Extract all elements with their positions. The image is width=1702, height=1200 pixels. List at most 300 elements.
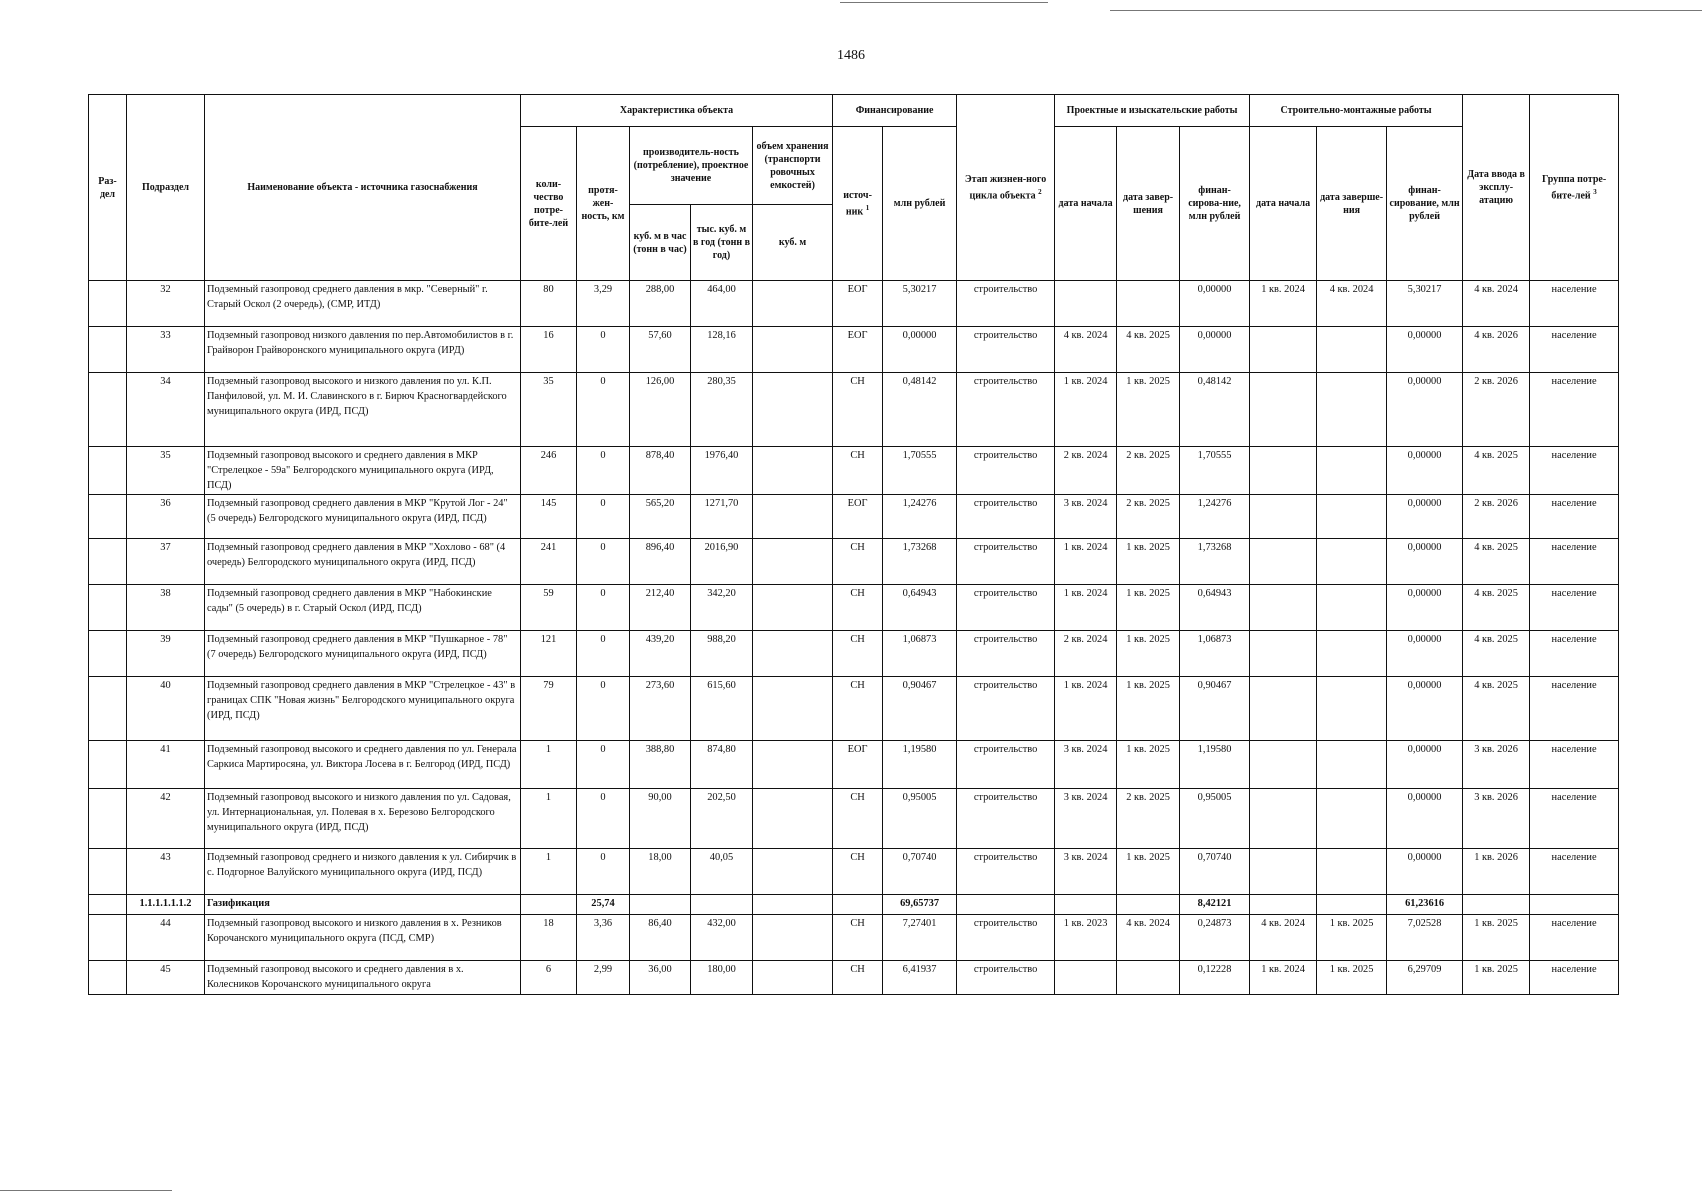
name-cell: Подземный газопровод низкого давления по пер.Автомобилистов в г. Грайворон Грайворонского муниципального округа (ИРД) xyxy=(205,327,521,373)
construction-end-cell: 1 кв. 2025 xyxy=(1317,915,1387,961)
stage-cell: строительство xyxy=(957,741,1055,789)
name-cell: Подземный газопровод высокого и низкого давления по ул. Садовая, ул. Интернациональная, ул. Полевая в х. Березово Белгородского муниципального округа (ИРД, ПСД) xyxy=(205,789,521,849)
design-start-cell xyxy=(1055,281,1117,327)
construction-financing-cell: 0,00000 xyxy=(1387,495,1463,539)
name-cell: Подземный газопровод высокого и среднего давления в МКР "Стрелецкое - 59а" Белгородского муниципального округа (ИРД, ПСД) xyxy=(205,447,521,495)
design-start-cell: 1 кв. 2024 xyxy=(1055,585,1117,631)
construction-financing-cell: 0,00000 xyxy=(1387,585,1463,631)
col-name: Наименование объекта - источника газоснабжения xyxy=(205,95,521,281)
per-year-cell: 874,80 xyxy=(691,741,753,789)
storage-cell xyxy=(753,539,833,585)
construction-financing-cell: 0,00000 xyxy=(1387,447,1463,495)
stage-cell: строительство xyxy=(957,327,1055,373)
top-rule xyxy=(840,2,1048,3)
commission-cell: 2 кв. 2026 xyxy=(1463,373,1530,447)
col-group: Группа потре-бите-лей $^3$ xyxy=(1530,95,1619,281)
per-year-cell: 202,50 xyxy=(691,789,753,849)
per-hour-cell: 439,20 xyxy=(630,631,691,677)
storage-cell xyxy=(753,327,833,373)
source-cell: ЕОГ xyxy=(833,495,883,539)
construction-start-cell: 4 кв. 2024 xyxy=(1250,915,1317,961)
col-characteristics: Характеристика объекта xyxy=(521,95,833,127)
storage-cell xyxy=(753,849,833,895)
storage-cell xyxy=(753,789,833,849)
stage-cell: строительство xyxy=(957,789,1055,849)
construction-start-cell: 1 кв. 2024 xyxy=(1250,961,1317,995)
storage-cell xyxy=(753,677,833,741)
construction-start-cell xyxy=(1250,849,1317,895)
construction-start-cell xyxy=(1250,495,1317,539)
name-cell: Подземный газопровод среднего давления в МКР "Стрелецкое - 43" в границах СПК "Новая жизнь" Белгородского муниципального округа (ИРД, ПСД) xyxy=(205,677,521,741)
razdel-cell xyxy=(89,741,127,789)
financing-cell: 6,41937 xyxy=(883,961,957,995)
subsection-cell: 40 xyxy=(127,677,205,741)
source-cell: СН xyxy=(833,789,883,849)
group-cell: население xyxy=(1530,373,1619,447)
table-row xyxy=(89,631,1619,677)
construction-end-cell xyxy=(1317,539,1387,585)
construction-start-cell xyxy=(1250,677,1317,741)
financing-cell: 69,65737 xyxy=(883,895,957,915)
subsection-cell: 37 xyxy=(127,539,205,585)
design-financing-cell: 0,48142 xyxy=(1180,373,1250,447)
razdel-cell xyxy=(89,327,127,373)
col-podrazdel: Подраздел xyxy=(127,95,205,281)
design-end-cell: 4 кв. 2024 xyxy=(1117,915,1180,961)
table-row xyxy=(89,495,1619,539)
design-start-cell: 1 кв. 2024 xyxy=(1055,539,1117,585)
razdel-cell xyxy=(89,677,127,741)
financing-cell: 5,30217 xyxy=(883,281,957,327)
razdel-cell xyxy=(89,961,127,995)
commission-cell: 2 кв. 2026 xyxy=(1463,495,1530,539)
construction-end-cell xyxy=(1317,373,1387,447)
design-financing-cell: 0,12228 xyxy=(1180,961,1250,995)
group-cell: население xyxy=(1530,849,1619,895)
per-year-cell: 2016,90 xyxy=(691,539,753,585)
financing-cell: 1,24276 xyxy=(883,495,957,539)
design-financing-cell: 0,70740 xyxy=(1180,849,1250,895)
group-cell: население xyxy=(1530,631,1619,677)
length-cell: 3,36 xyxy=(577,915,630,961)
design-financing-cell: 0,00000 xyxy=(1180,327,1250,373)
register-table xyxy=(88,94,1619,995)
source-cell: ЕОГ xyxy=(833,327,883,373)
razdel-cell xyxy=(89,281,127,327)
design-financing-cell: 1,06873 xyxy=(1180,631,1250,677)
construction-start-cell xyxy=(1250,327,1317,373)
per-year-cell: 280,35 xyxy=(691,373,753,447)
financing-cell: 0,48142 xyxy=(883,373,957,447)
per-year-cell: 988,20 xyxy=(691,631,753,677)
subsection-cell: 41 xyxy=(127,741,205,789)
length-cell: 25,74 xyxy=(577,895,630,915)
construction-financing-cell: 61,23616 xyxy=(1387,895,1463,915)
length-cell: 0 xyxy=(577,677,630,741)
col-per-year: тыс. куб. м в год (тонн в год) xyxy=(691,205,753,281)
col-length: протя-жен-ность, км xyxy=(577,127,630,281)
col-source: источ-ник $^1$ xyxy=(833,127,883,281)
stage-cell: строительство xyxy=(957,677,1055,741)
construction-financing-cell: 0,00000 xyxy=(1387,373,1463,447)
col-financing: Финансирование xyxy=(833,95,957,127)
source-cell: СН xyxy=(833,915,883,961)
stage-cell: строительство xyxy=(957,961,1055,995)
per-hour-cell: 57,60 xyxy=(630,327,691,373)
group-cell: население xyxy=(1530,495,1619,539)
subsection-cell: 32 xyxy=(127,281,205,327)
construction-end-cell xyxy=(1317,585,1387,631)
subsection-cell: 39 xyxy=(127,631,205,677)
design-end-cell: 2 кв. 2025 xyxy=(1117,495,1180,539)
source-cell: СН xyxy=(833,961,883,995)
stage-cell: строительство xyxy=(957,585,1055,631)
subsection-cell: 45 xyxy=(127,961,205,995)
construction-financing-cell: 0,00000 xyxy=(1387,539,1463,585)
count-cell: 18 xyxy=(521,915,577,961)
table-row xyxy=(89,539,1619,585)
design-financing-cell: 0,90467 xyxy=(1180,677,1250,741)
design-end-cell: 4 кв. 2025 xyxy=(1117,327,1180,373)
group-cell: население xyxy=(1530,677,1619,741)
table-row xyxy=(89,741,1619,789)
table-header xyxy=(89,95,1619,281)
col-razdel: Раз-дел xyxy=(89,95,127,281)
construction-end-cell: 1 кв. 2025 xyxy=(1317,961,1387,995)
count-cell: 246 xyxy=(521,447,577,495)
group-cell: население xyxy=(1530,539,1619,585)
col-construction-works: Строительно-монтажные работы xyxy=(1250,95,1463,127)
design-start-cell: 1 кв. 2024 xyxy=(1055,373,1117,447)
design-start-cell: 1 кв. 2023 xyxy=(1055,915,1117,961)
financing-cell: 7,27401 xyxy=(883,915,957,961)
design-end-cell: 1 кв. 2025 xyxy=(1117,849,1180,895)
stage-cell: строительство xyxy=(957,915,1055,961)
col-construction-date-end: дата заверше-ния xyxy=(1317,127,1387,281)
construction-end-cell xyxy=(1317,895,1387,915)
design-start-cell: 2 кв. 2024 xyxy=(1055,447,1117,495)
razdel-cell xyxy=(89,789,127,849)
subsection-cell: 35 xyxy=(127,447,205,495)
name-cell: Подземный газопровод среднего давления в мкр. "Северный" г. Старый Оскол (2 очередь), (СМР, ИТД) xyxy=(205,281,521,327)
stage-cell xyxy=(957,895,1055,915)
per-year-cell: 128,16 xyxy=(691,327,753,373)
storage-cell xyxy=(753,447,833,495)
count-cell: 6 xyxy=(521,961,577,995)
length-cell: 0 xyxy=(577,373,630,447)
count-cell: 80 xyxy=(521,281,577,327)
per-year-cell: 180,00 xyxy=(691,961,753,995)
per-hour-cell: 90,00 xyxy=(630,789,691,849)
length-cell: 0 xyxy=(577,447,630,495)
length-cell: 0 xyxy=(577,585,630,631)
construction-financing-cell: 0,00000 xyxy=(1387,677,1463,741)
per-hour-cell: 388,80 xyxy=(630,741,691,789)
design-end-cell: 1 кв. 2025 xyxy=(1117,585,1180,631)
construction-start-cell xyxy=(1250,585,1317,631)
financing-cell: 0,70740 xyxy=(883,849,957,895)
count-cell: 1 xyxy=(521,789,577,849)
table-row xyxy=(89,281,1619,327)
financing-cell: 1,70555 xyxy=(883,447,957,495)
design-end-cell xyxy=(1117,895,1180,915)
design-start-cell: 3 кв. 2024 xyxy=(1055,741,1117,789)
design-financing-cell: 0,64943 xyxy=(1180,585,1250,631)
storage-cell xyxy=(753,495,833,539)
group-cell: население xyxy=(1530,961,1619,995)
construction-end-cell: 4 кв. 2024 xyxy=(1317,281,1387,327)
per-year-cell: 615,60 xyxy=(691,677,753,741)
razdel-cell xyxy=(89,539,127,585)
length-cell: 0 xyxy=(577,495,630,539)
col-design-financing: финан-сирова-ние, млн рублей xyxy=(1180,127,1250,281)
per-year-cell: 432,00 xyxy=(691,915,753,961)
subsection-cell: 1.1.1.1.1.1.2 xyxy=(127,895,205,915)
construction-end-cell xyxy=(1317,447,1387,495)
commission-cell: 3 кв. 2026 xyxy=(1463,741,1530,789)
construction-end-cell xyxy=(1317,789,1387,849)
storage-cell xyxy=(753,895,833,915)
commission-cell: 4 кв. 2025 xyxy=(1463,447,1530,495)
source-cell: СН xyxy=(833,539,883,585)
design-end-cell xyxy=(1117,281,1180,327)
count-cell: 1 xyxy=(521,741,577,789)
per-hour-cell: 18,00 xyxy=(630,849,691,895)
per-hour-cell: 36,00 xyxy=(630,961,691,995)
commission-cell: 4 кв. 2025 xyxy=(1463,677,1530,741)
storage-cell xyxy=(753,631,833,677)
stage-cell: строительство xyxy=(957,849,1055,895)
subsection-cell: 36 xyxy=(127,495,205,539)
length-cell: 0 xyxy=(577,631,630,677)
per-year-cell: 1271,70 xyxy=(691,495,753,539)
per-hour-cell: 896,40 xyxy=(630,539,691,585)
storage-cell xyxy=(753,915,833,961)
construction-start-cell: 1 кв. 2024 xyxy=(1250,281,1317,327)
razdel-cell xyxy=(89,895,127,915)
design-financing-cell: 1,19580 xyxy=(1180,741,1250,789)
per-hour-cell: 86,40 xyxy=(630,915,691,961)
commission-cell: 1 кв. 2025 xyxy=(1463,915,1530,961)
storage-cell xyxy=(753,281,833,327)
count-cell: 145 xyxy=(521,495,577,539)
count-cell: 79 xyxy=(521,677,577,741)
length-cell: 0 xyxy=(577,849,630,895)
name-cell: Подземный газопровод среднего давления в МКР "Пушкарное - 78" (7 очередь) Белгородского муниципального округа (ИРД, ПСД) xyxy=(205,631,521,677)
construction-end-cell xyxy=(1317,495,1387,539)
length-cell: 2,99 xyxy=(577,961,630,995)
subsection-cell: 44 xyxy=(127,915,205,961)
design-end-cell xyxy=(1117,961,1180,995)
construction-end-cell xyxy=(1317,631,1387,677)
razdel-cell xyxy=(89,849,127,895)
subsection-cell: 43 xyxy=(127,849,205,895)
construction-end-cell xyxy=(1317,677,1387,741)
per-year-cell xyxy=(691,895,753,915)
construction-financing-cell: 6,29709 xyxy=(1387,961,1463,995)
design-financing-cell: 0,00000 xyxy=(1180,281,1250,327)
razdel-cell xyxy=(89,373,127,447)
per-hour-cell: 126,00 xyxy=(630,373,691,447)
count-cell: 59 xyxy=(521,585,577,631)
construction-end-cell xyxy=(1317,327,1387,373)
construction-financing-cell: 0,00000 xyxy=(1387,327,1463,373)
design-financing-cell: 8,42121 xyxy=(1180,895,1250,915)
storage-cell xyxy=(753,741,833,789)
razdel-cell xyxy=(89,447,127,495)
length-cell: 0 xyxy=(577,741,630,789)
group-cell: население xyxy=(1530,741,1619,789)
construction-financing-cell: 0,00000 xyxy=(1387,741,1463,789)
col-lifecycle: Этап жизнен-ного цикла объекта $^2$ xyxy=(957,95,1055,281)
table-row xyxy=(89,373,1619,447)
commission-cell: 4 кв. 2025 xyxy=(1463,585,1530,631)
per-year-cell: 464,00 xyxy=(691,281,753,327)
group-cell xyxy=(1530,895,1619,915)
col-storage: объем хранения (транспорти ровочных емкостей) xyxy=(753,127,833,205)
construction-financing-cell: 0,00000 xyxy=(1387,789,1463,849)
col-construction-date-start: дата начала xyxy=(1250,127,1317,281)
stage-cell: строительство xyxy=(957,631,1055,677)
stage-cell: строительство xyxy=(957,495,1055,539)
design-end-cell: 1 кв. 2025 xyxy=(1117,741,1180,789)
col-mln-rub: млн рублей xyxy=(883,127,957,281)
construction-end-cell xyxy=(1317,741,1387,789)
name-cell: Подземный газопровод среднего давления в МКР "Крутой Лог - 24" (5 очередь) Белгородского муниципального округа (ИРД, ПСД) xyxy=(205,495,521,539)
table-row xyxy=(89,961,1619,995)
per-year-cell: 1976,40 xyxy=(691,447,753,495)
financing-cell: 0,95005 xyxy=(883,789,957,849)
section-row xyxy=(89,895,1619,915)
table-row xyxy=(89,849,1619,895)
construction-financing-cell: 7,02528 xyxy=(1387,915,1463,961)
name-cell: Подземный газопровод среднего давления в МКР "Набокинские сады" (5 очередь) в г. Старый Оскол (ИРД, ПСД) xyxy=(205,585,521,631)
financing-cell: 1,73268 xyxy=(883,539,957,585)
design-end-cell: 2 кв. 2025 xyxy=(1117,447,1180,495)
group-cell: население xyxy=(1530,281,1619,327)
financing-cell: 0,64943 xyxy=(883,585,957,631)
col-commission: Дата ввода в эксплу-атацию xyxy=(1463,95,1530,281)
table-row xyxy=(89,327,1619,373)
commission-cell: 1 кв. 2026 xyxy=(1463,849,1530,895)
storage-cell xyxy=(753,373,833,447)
design-end-cell: 1 кв. 2025 xyxy=(1117,373,1180,447)
subsection-cell: 38 xyxy=(127,585,205,631)
commission-cell: 4 кв. 2025 xyxy=(1463,631,1530,677)
design-end-cell: 2 кв. 2025 xyxy=(1117,789,1180,849)
construction-start-cell xyxy=(1250,741,1317,789)
per-year-cell: 40,05 xyxy=(691,849,753,895)
subsection-cell: 34 xyxy=(127,373,205,447)
col-design-date-start: дата начала xyxy=(1055,127,1117,281)
table-row xyxy=(89,677,1619,741)
count-cell: 35 xyxy=(521,373,577,447)
design-end-cell: 1 кв. 2025 xyxy=(1117,539,1180,585)
group-cell: население xyxy=(1530,789,1619,849)
count-cell: 16 xyxy=(521,327,577,373)
construction-start-cell xyxy=(1250,631,1317,677)
source-cell: СН xyxy=(833,585,883,631)
design-financing-cell: 1,73268 xyxy=(1180,539,1250,585)
design-financing-cell: 1,70555 xyxy=(1180,447,1250,495)
construction-financing-cell: 0,00000 xyxy=(1387,631,1463,677)
top-rule-right xyxy=(1110,10,1702,11)
source-cell: СН xyxy=(833,373,883,447)
per-hour-cell xyxy=(630,895,691,915)
name-cell: Подземный газопровод высокого и низкого давления в х. Резников Корочанского муниципального округа (ПСД, СМР) xyxy=(205,915,521,961)
construction-financing-cell: 5,30217 xyxy=(1387,281,1463,327)
page-number: 1486 xyxy=(837,48,865,63)
commission-cell: 4 кв. 2025 xyxy=(1463,539,1530,585)
design-start-cell: 3 кв. 2024 xyxy=(1055,789,1117,849)
count-cell xyxy=(521,895,577,915)
table-row xyxy=(89,915,1619,961)
stage-cell: строительство xyxy=(957,373,1055,447)
per-year-cell: 342,20 xyxy=(691,585,753,631)
razdel-cell xyxy=(89,915,127,961)
subsection-cell: 33 xyxy=(127,327,205,373)
commission-cell: 4 кв. 2024 xyxy=(1463,281,1530,327)
bottom-rule xyxy=(0,1190,172,1191)
group-cell: население xyxy=(1530,327,1619,373)
count-cell: 1 xyxy=(521,849,577,895)
design-start-cell: 3 кв. 2024 xyxy=(1055,849,1117,895)
subsection-cell: 42 xyxy=(127,789,205,849)
count-cell: 241 xyxy=(521,539,577,585)
length-cell: 0 xyxy=(577,789,630,849)
name-cell: Подземный газопровод среднего и низкого давления к ул. Сибирчик в с. Подгорное Валуйского муниципального округа (ИРД, ПСД) xyxy=(205,849,521,895)
col-design-works: Проектные и изыскательские работы xyxy=(1055,95,1250,127)
length-cell: 0 xyxy=(577,327,630,373)
name-cell: Подземный газопровод высокого и среднего давления в х. Колесников Корочанского муниципального округа xyxy=(205,961,521,995)
commission-cell: 1 кв. 2025 xyxy=(1463,961,1530,995)
design-financing-cell: 0,24873 xyxy=(1180,915,1250,961)
length-cell: 3,29 xyxy=(577,281,630,327)
financing-cell: 0,90467 xyxy=(883,677,957,741)
count-cell: 121 xyxy=(521,631,577,677)
financing-cell: 0,00000 xyxy=(883,327,957,373)
commission-cell: 4 кв. 2026 xyxy=(1463,327,1530,373)
razdel-cell xyxy=(89,631,127,677)
design-start-cell: 4 кв. 2024 xyxy=(1055,327,1117,373)
per-hour-cell: 273,60 xyxy=(630,677,691,741)
table-row xyxy=(89,585,1619,631)
construction-start-cell xyxy=(1250,895,1317,915)
source-cell: СН xyxy=(833,677,883,741)
source-cell xyxy=(833,895,883,915)
construction-start-cell xyxy=(1250,789,1317,849)
table-body xyxy=(89,281,1619,995)
stage-cell: строительство xyxy=(957,447,1055,495)
length-cell: 0 xyxy=(577,539,630,585)
source-cell: СН xyxy=(833,849,883,895)
financing-cell: 1,06873 xyxy=(883,631,957,677)
design-start-cell: 2 кв. 2024 xyxy=(1055,631,1117,677)
per-hour-cell: 288,00 xyxy=(630,281,691,327)
source-cell: СН xyxy=(833,447,883,495)
construction-financing-cell: 0,00000 xyxy=(1387,849,1463,895)
per-hour-cell: 878,40 xyxy=(630,447,691,495)
group-cell: население xyxy=(1530,585,1619,631)
storage-cell xyxy=(753,585,833,631)
design-start-cell xyxy=(1055,895,1117,915)
design-financing-cell: 0,95005 xyxy=(1180,789,1250,849)
group-cell: население xyxy=(1530,447,1619,495)
design-end-cell: 1 кв. 2025 xyxy=(1117,631,1180,677)
construction-start-cell xyxy=(1250,373,1317,447)
construction-start-cell xyxy=(1250,447,1317,495)
design-start-cell xyxy=(1055,961,1117,995)
